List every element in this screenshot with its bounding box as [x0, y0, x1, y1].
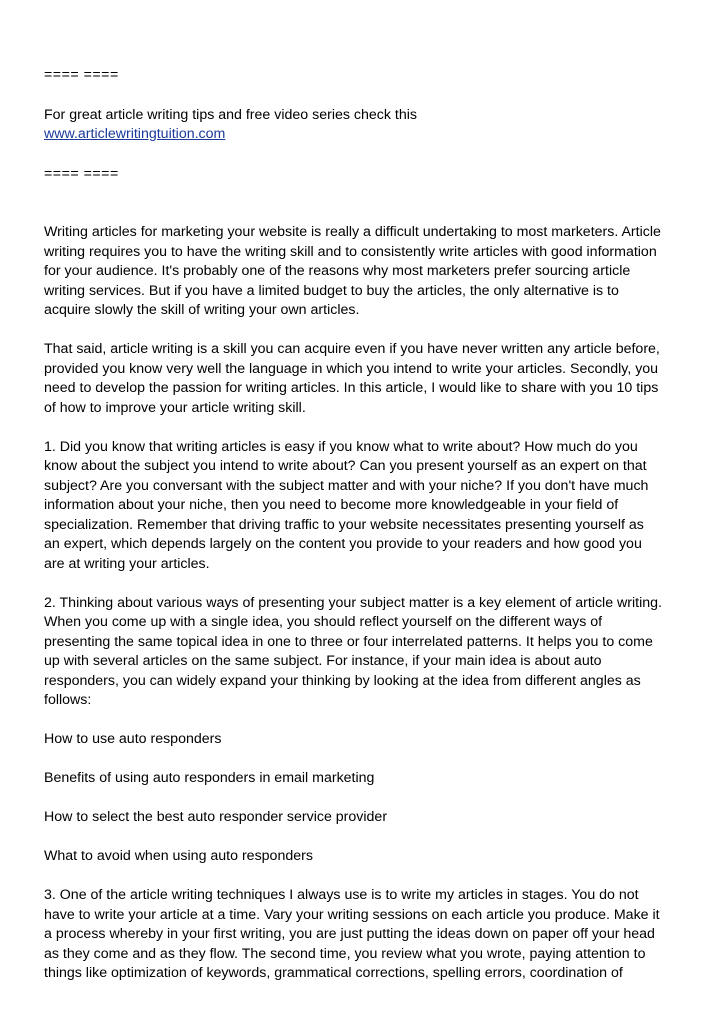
paragraph [44, 730, 694, 750]
text-line: a process whereby in your first writing, you are just putting the ideas down on paper off your head [44, 926, 655, 942]
text-line: of how to improve your article writing skill. [44, 399, 306, 416]
text-line: have to write your article at a time. Vary your writing sessions on each article you produce. Make it [44, 906, 660, 923]
paragraph [44, 847, 694, 867]
paragraph [44, 223, 694, 321]
text-line: 1. Did you know that writing articles is easy if you know what to write about? How much do you [44, 438, 638, 455]
paragraph [44, 340, 694, 418]
text-line: How to select the best auto responder service provider [44, 809, 388, 825]
text-line: responders, you can widely expand your thinking by looking at the idea from different angles as [44, 672, 641, 689]
text-line: writing services. But if you have a limited budget to buy the articles, the only alternative is to [44, 282, 619, 299]
text-line: acquire slowly the skill of writing your own articles. [44, 302, 360, 318]
text-line: Benefits of using auto responders in email marketing [44, 770, 375, 786]
text-line: What to avoid when using auto responders [44, 848, 313, 864]
paragraph [44, 594, 694, 711]
text-line: subject? Are you conversant with the subject matter and with your niche? If you don't have much [44, 477, 649, 494]
paragraph [44, 808, 694, 828]
paragraph [44, 769, 694, 789]
text-line: an expert, which depends largely on the content you provide to your readers and how good you [44, 536, 642, 552]
text-line: follows: [44, 692, 92, 708]
text-line: 2. Thinking about various ways of presenting your subject matter is a key element of article writing. [44, 594, 662, 611]
article-body [44, 223, 694, 984]
text-line: specialization. Remember that driving traffic to your website necessitates presenting yourself as [44, 516, 644, 533]
paragraph [44, 438, 694, 575]
text-line: When you come up with a single idea, you should reflect yourself on the different ways of [44, 614, 603, 630]
text-line: things like optimization of keywords, grammatical corrections, spelling errors, coordination of [44, 965, 623, 981]
text-line: That said, article writing is a skill you can acquire even if you have never written any article before, [44, 341, 660, 357]
text-line: as they come and as they flow. The second time, you review what you wrote, paying attention to [44, 945, 646, 962]
text-line: 3. One of the article writing techniques I always use is to write my articles in stages. You do not [44, 887, 639, 903]
separator-top: ==== ==== [44, 67, 119, 83]
separator-bottom: ==== ==== [44, 165, 119, 182]
text-line: Writing articles for marketing your website is really a difficult undertaking to most marketers. Article [44, 224, 661, 240]
text-line: for your audience. It's probably one of the reasons why most marketers prefer sourcing article [44, 263, 631, 279]
paragraph [44, 886, 694, 984]
spacer [44, 86, 694, 106]
spacer [44, 145, 694, 165]
text-line: information about your niche, then you need to become more knowledgeable in your field of [44, 497, 619, 513]
text-line: writing requires you to have the writing skill and to consistently write articles with good information [44, 243, 657, 260]
text-line: know about the subject you intend to write about? Can you present yourself as an expert on that [44, 458, 647, 474]
text-line: up with several articles on the same subject. For instance, if your main idea is about auto [44, 653, 602, 669]
text-line: are at writing your articles. [44, 555, 210, 572]
spacer [44, 184, 694, 223]
text-line: need to develop the passion for writing articles. In this article, I would like to share with you 10 tips [44, 380, 659, 396]
text-line: How to use auto responders [44, 731, 222, 747]
document-page [44, 66, 694, 984]
promo-link[interactable]: www.articlewritingtuition.com [44, 126, 226, 142]
text-line: provided you know very well the language in which you intend to write your articles. Secondly, you [44, 360, 659, 377]
text-line: presenting the same topical idea in one to three or four interrelated patterns. It helps you to come [44, 633, 653, 650]
promo-text: For great article writing tips and free video series check this [44, 106, 417, 123]
